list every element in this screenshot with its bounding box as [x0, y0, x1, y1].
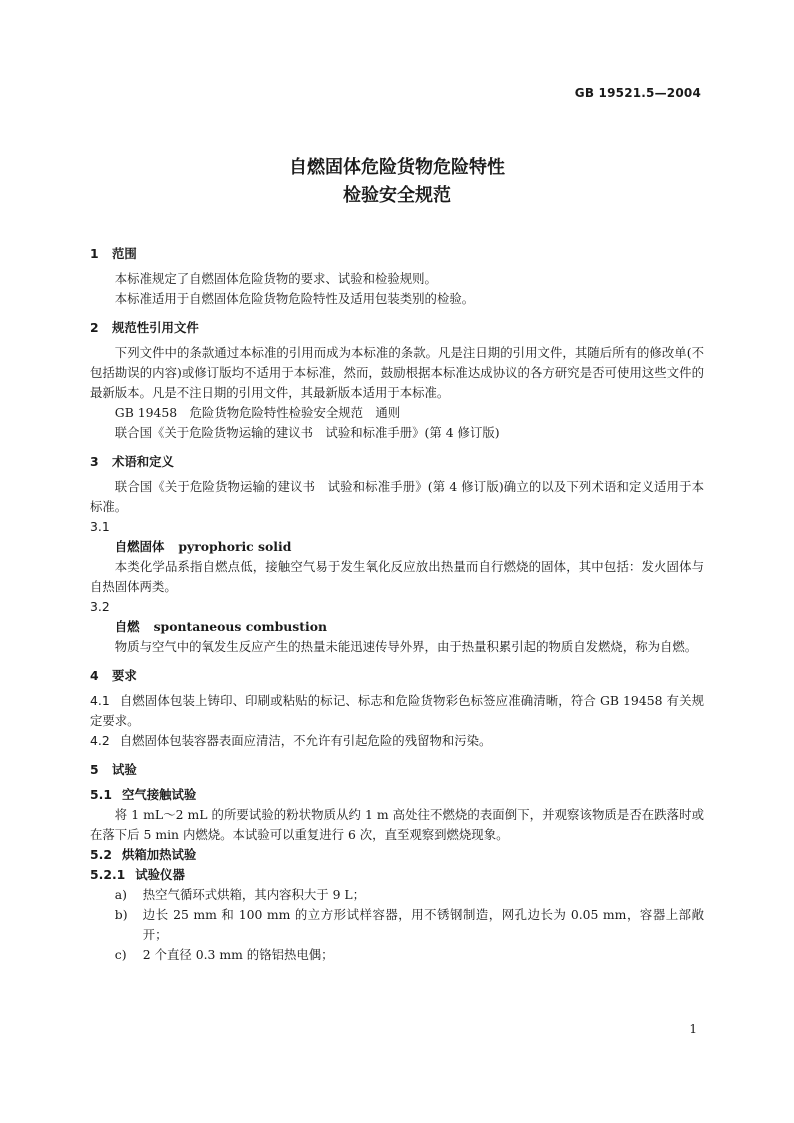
- section-number: 3: [90, 454, 99, 469]
- standard-number: GB 19521.5—2004: [574, 86, 701, 100]
- reference-item: 联合国《关于危险货物运输的建议书 试验和标准手册》(第 4 修订版): [114, 425, 500, 440]
- section-title: 要求: [112, 668, 137, 683]
- clause-4-2: [90, 731, 704, 751]
- term-number: 3.2: [90, 599, 110, 614]
- list-item-text: 热空气循环式烘箱，其内容积大于 9 L；: [142, 887, 366, 902]
- paragraph: 下列文件中的条款通过本标准的引用而成为本标准的条款。凡是注日期的引用文件，其随后所有的修改单(不包括勘误的内容)或修订版均不适用于本标准，然而，鼓励根据本标准达成协议的各方研究是否可使用这些文件的最新版本。凡是不注日期的引用文件，其最新版本适用于本标准。: [90, 345, 704, 400]
- section-number: 1: [90, 246, 99, 261]
- clause-number: 4.2: [90, 733, 110, 748]
- section-number: 4: [90, 668, 99, 683]
- subsection-title: 试验仪器: [135, 867, 185, 882]
- section-1-heading: [90, 244, 704, 264]
- list-item: [90, 905, 704, 945]
- list-item: [90, 945, 704, 965]
- list-item-label: b): [114, 907, 128, 922]
- subsection-number: 5.2.1: [90, 867, 126, 882]
- paragraph: 将 1 mL～2 mL 的所要试验的粉状物质从约 1 m 高处往不燃烧的表面倒下，并观察该物质是否在跌落时或在落下后 5 min 内燃烧。本试验可以重复进行 6 次，直至观察到燃烧现象。: [90, 807, 704, 842]
- term-english: spontaneous combustion: [153, 619, 327, 634]
- section-2-heading: [90, 318, 704, 338]
- list-item: [90, 885, 704, 905]
- term-definition: 物质与空气中的氧发生反应产生的热量未能迅速传导外界，由于热量积累引起的物质自发燃烧，称为自燃。: [114, 639, 698, 654]
- subsection-5-2-1-heading: [90, 865, 704, 885]
- list-item-text: 2 个直径 0.3 mm 的铬铝热电偶；: [142, 947, 334, 962]
- term-chinese: 自燃固体: [114, 539, 165, 554]
- subsection-number: 5.1: [90, 787, 112, 802]
- section-3-heading: [90, 452, 704, 472]
- document-body: [90, 244, 704, 965]
- clause-text: 自燃固体包装容器表面应清洁，不允许有引起危险的残留物和污染。: [119, 733, 492, 748]
- term-entry: [90, 617, 704, 637]
- subsection-5-2-heading: [90, 845, 704, 865]
- list-item-label: a): [114, 887, 128, 902]
- clause-4-1: [90, 691, 704, 731]
- list-item-label: c): [114, 947, 127, 962]
- list-item-text: 边长 25 mm 和 100 mm 的立方形试样容器，用不锈钢制造，网孔边长为 0.05 mm，容器上部敞开；: [142, 907, 704, 942]
- term-entry: [90, 537, 704, 557]
- subsection-title: 烘箱加热试验: [121, 847, 197, 862]
- paragraph: 本标准规定了自燃固体危险货物的要求、试验和检验规则。: [114, 271, 437, 286]
- term-english: pyrophoric solid: [178, 539, 292, 554]
- subsection-title: 空气接触试验: [121, 787, 197, 802]
- section-title: 规范性引用文件: [112, 320, 199, 335]
- page-number: 1: [689, 1022, 697, 1036]
- section-title: 术语和定义: [112, 454, 174, 469]
- paragraph: 联合国《关于危险货物运输的建议书 试验和标准手册》(第 4 修订版)确立的以及下列术语和定义适用于本标准。: [90, 479, 704, 514]
- section-5-heading: [90, 760, 704, 780]
- term-chinese: 自燃: [114, 619, 140, 634]
- document-title-line2: 检验安全规范: [343, 185, 451, 206]
- section-4-heading: [90, 666, 704, 686]
- subsection-5-1-heading: [90, 785, 704, 805]
- paragraph: 本标准适用于自燃固体危险货物危险特性及适用包装类别的检验。: [114, 291, 475, 306]
- section-number: 2: [90, 320, 99, 335]
- term-definition: 本类化学品系指自燃点低，接触空气易于发生氧化反应放出热量而自行燃烧的固体，其中包括：发火固体与自热固体两类。: [90, 559, 704, 594]
- document-title-line1: 自燃固体危险货物危险特性: [289, 157, 505, 178]
- clause-text: 自燃固体包装上铸印、印刷或粘贴的标记、标志和危险货物彩色标签应准确清晰，符合 GB 19458 有关规定要求。: [90, 693, 704, 728]
- apparatus-list: [90, 885, 704, 965]
- section-number: 5: [90, 762, 99, 777]
- section-title: 试验: [112, 762, 137, 777]
- section-title: 范围: [112, 246, 137, 261]
- term-number: 3.1: [90, 519, 110, 534]
- reference-item: GB 19458 危险货物危险特性检验安全规范 通则: [114, 405, 401, 420]
- subsection-number: 5.2: [90, 847, 112, 862]
- clause-number: 4.1: [90, 693, 110, 708]
